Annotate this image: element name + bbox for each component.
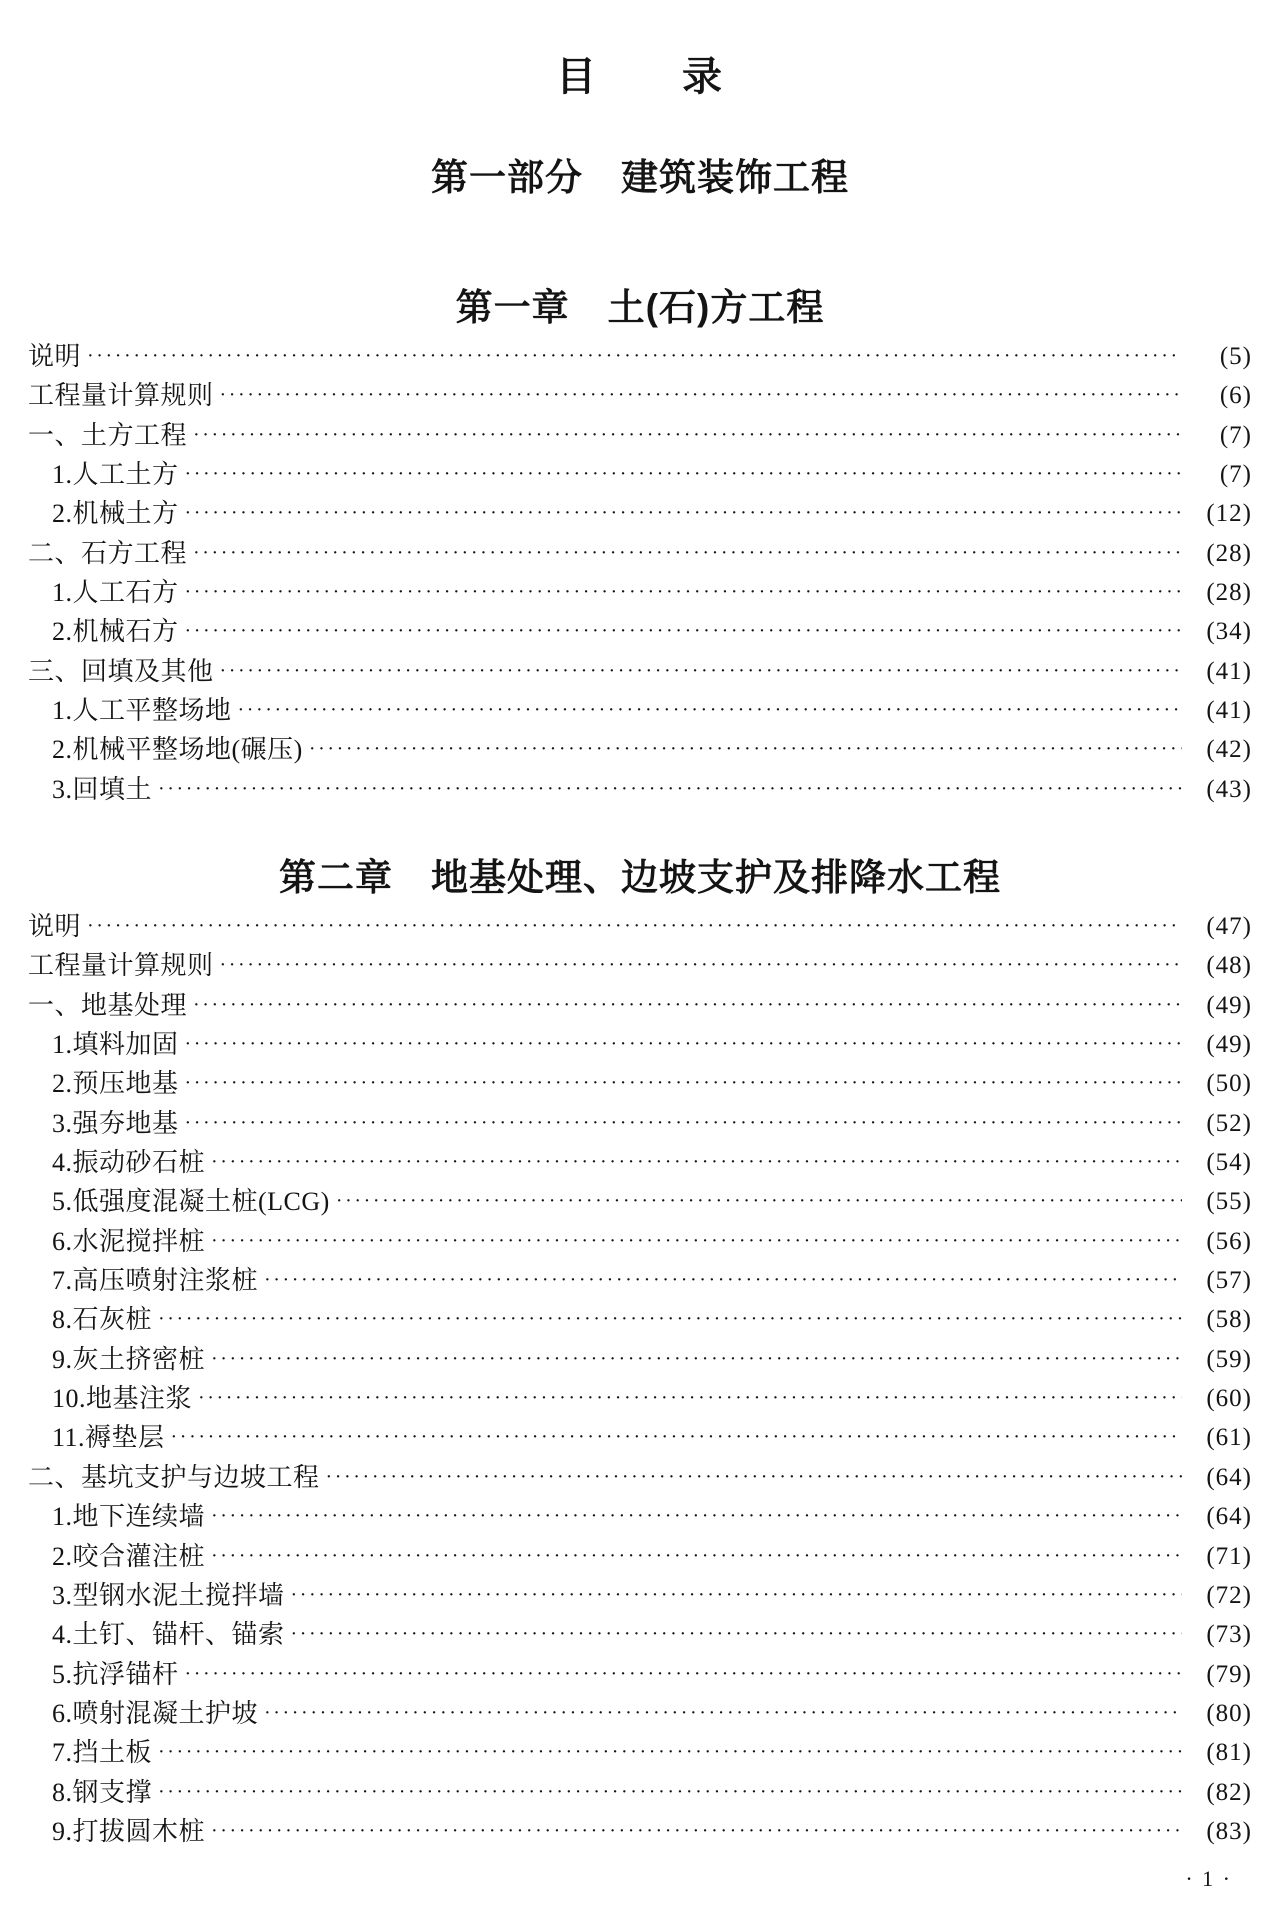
toc-entry-row: [28, 612, 1252, 651]
toc-entry-row: [28, 1143, 1252, 1182]
toc-entry-row: [28, 494, 1252, 533]
toc-entry-label: 3.型钢水泥土搅拌墙: [52, 1580, 285, 1610]
dot-leader: [211, 1340, 1182, 1379]
toc-entry-page-number: (7): [1219, 421, 1252, 449]
toc-entry-row: [28, 455, 1252, 494]
chapter2-heading: 第二章 地基处理、边坡支护及排降水工程: [279, 857, 1001, 898]
dot-leader: [193, 416, 1182, 455]
toc-entry-label: 2.预压地基: [52, 1069, 179, 1099]
toc-entry-label: 6.水泥搅拌桩: [52, 1226, 206, 1256]
toc-entry-row: [28, 1497, 1252, 1536]
toc-entry-page-number: (79): [1206, 1660, 1252, 1688]
toc-entry-label: 1.人工土方: [52, 460, 179, 490]
toc-entry-label: 5.低强度混凝土桩(LCG): [52, 1187, 330, 1217]
toc-entry-page-number: (41): [1206, 697, 1252, 725]
toc-entry-page-number: (6): [1219, 382, 1252, 410]
toc-entry-page-number: (82): [1206, 1778, 1252, 1806]
toc-entry-page-number: (58): [1206, 1306, 1252, 1334]
toc-entry-page-number: (57): [1206, 1267, 1252, 1295]
toc-entry-row: [28, 907, 1252, 946]
toc-entry-row: [28, 1615, 1252, 1654]
toc-entry-label: 1.人工平整场地: [52, 696, 232, 726]
toc-entry-row: [28, 652, 1252, 691]
toc-entry-row: [28, 1694, 1252, 1733]
toc-entry-label: 10.地基注浆: [52, 1384, 193, 1414]
toc-entry-row: [28, 946, 1252, 985]
toc-entry-row: [28, 1655, 1252, 1694]
toc-entry-label: 1.人工石方: [52, 578, 179, 608]
toc-entry-page-number: (61): [1206, 1424, 1252, 1452]
toc-entry-row: [28, 730, 1252, 769]
toc-entry-row: [28, 1812, 1252, 1851]
toc-entry-label: 7.挡土板: [52, 1738, 153, 1768]
toc-entry-page-number: (54): [1206, 1149, 1252, 1177]
toc-entry-page-number: (28): [1206, 539, 1252, 567]
chapter1-toc-list: [28, 337, 1252, 809]
toc-entry-label: 4.振动砂石桩: [52, 1148, 206, 1178]
dot-leader: [309, 730, 1182, 769]
toc-entry-page-number: (71): [1206, 1542, 1252, 1570]
toc-entry-row: [28, 1733, 1252, 1772]
part1-heading: 第一部分 建筑装饰工程: [431, 157, 849, 198]
toc-entry-row: [28, 534, 1252, 573]
toc-entry-row: [28, 376, 1252, 415]
dot-leader: [291, 1576, 1182, 1615]
toc-entry-row: [28, 1261, 1252, 1300]
toc-entry-page-number: (64): [1206, 1463, 1252, 1491]
toc-entry-page-number: (52): [1206, 1109, 1252, 1137]
toc-entry-page-number: (7): [1219, 461, 1252, 489]
dot-leader: [198, 1379, 1182, 1418]
toc-entry-label: 3.回填土: [52, 774, 153, 804]
dot-leader: [211, 1497, 1182, 1536]
dot-leader: [185, 1655, 1182, 1694]
page-title: 目 录: [556, 55, 724, 99]
toc-entry-page-number: (64): [1206, 1503, 1252, 1531]
dot-leader: [185, 1025, 1182, 1064]
toc-entry-page-number: (34): [1206, 618, 1252, 646]
toc-entry-row: [28, 1576, 1252, 1615]
toc-entry-label: 一、土方工程: [28, 420, 188, 450]
dot-leader: [185, 1104, 1182, 1143]
dot-leader: [326, 1458, 1182, 1497]
toc-entry-label: 1.填料加固: [52, 1030, 179, 1060]
toc-entry-page-number: (73): [1206, 1621, 1252, 1649]
toc-entry-label: 8.钢支撑: [52, 1777, 153, 1807]
toc-entry-label: 二、基坑支护与边坡工程: [28, 1462, 320, 1492]
dot-leader: [185, 494, 1182, 533]
dot-leader: [264, 1694, 1182, 1733]
chapter2-toc-list: [28, 907, 1252, 1851]
toc-entry-label: 三、回填及其他: [28, 656, 214, 686]
toc-entry-page-number: (80): [1206, 1699, 1252, 1727]
toc-entry-label: 说明: [28, 342, 82, 371]
dot-leader: [158, 1733, 1182, 1772]
toc-entry-label: 2.机械石方: [52, 617, 179, 647]
toc-entry-label: 4.土钉、锚杆、锚索: [52, 1620, 285, 1650]
dot-leader: [264, 1261, 1182, 1300]
dot-leader: [211, 1222, 1182, 1261]
toc-entry-page-number: (48): [1206, 952, 1252, 980]
toc-entry-label: 9.打拔圆木桩: [52, 1816, 206, 1846]
toc-entry-page-number: (50): [1206, 1070, 1252, 1098]
toc-entry-page-number: (41): [1206, 657, 1252, 685]
toc-entry-label: 2.机械平整场地(碾压): [52, 735, 303, 765]
toc-entry-page-number: (60): [1206, 1385, 1252, 1413]
toc-entry-row: [28, 1222, 1252, 1261]
dot-leader: [336, 1182, 1182, 1221]
toc-entry-row: [28, 1340, 1252, 1379]
dot-leader: [185, 573, 1182, 612]
toc-entry-row: [28, 1182, 1252, 1221]
toc-entry-page-number: (42): [1206, 736, 1252, 764]
toc-entry-page-number: (47): [1206, 913, 1252, 940]
toc-entry-label: 8.石灰桩: [52, 1305, 153, 1335]
toc-entry-label: 2.机械土方: [52, 499, 179, 529]
dot-leader: [185, 455, 1182, 494]
dot-leader: [211, 1812, 1182, 1851]
toc-entry-label: 工程量计算规则: [28, 951, 214, 981]
toc-entry-row: [28, 1537, 1252, 1576]
toc-entry-label: 11.褥垫层: [52, 1423, 165, 1453]
toc-entry-label: 1.地下连续墙: [52, 1502, 206, 1532]
toc-entry-label: 7.高压喷射注浆桩: [52, 1266, 259, 1296]
dot-leader: [211, 1143, 1182, 1182]
toc-entry-row: [28, 1458, 1252, 1497]
dot-leader: [220, 376, 1182, 415]
toc-entry-label: 6.喷射混凝土护坡: [52, 1698, 259, 1728]
toc-entry-row: [28, 1379, 1252, 1418]
toc-entry-row: [28, 1773, 1252, 1812]
toc-entry-page-number: (28): [1206, 579, 1252, 607]
toc-entry-row: [28, 691, 1252, 730]
toc-entry-page-number: (5): [1219, 343, 1252, 370]
dot-leader: [220, 652, 1182, 691]
toc-entry-row: [28, 1104, 1252, 1143]
dot-leader: [158, 770, 1182, 809]
chapter1-heading: 第一章 土(石)方工程: [455, 287, 825, 328]
dot-leader: [238, 691, 1182, 730]
toc-entry-page-number: (83): [1206, 1817, 1252, 1845]
toc-entry-label: 工程量计算规则: [28, 381, 214, 411]
toc-entry-page-number: (56): [1206, 1227, 1252, 1255]
toc-entry-row: [28, 416, 1252, 455]
toc-entry-row: [28, 573, 1252, 612]
toc-entry-label: 二、石方工程: [28, 538, 188, 568]
toc-entry-page-number: (81): [1206, 1739, 1252, 1767]
toc-entry-page-number: (72): [1206, 1581, 1252, 1609]
toc-entry-row: [28, 1418, 1252, 1457]
dot-leader: [220, 946, 1182, 985]
toc-entry-row: [28, 1025, 1252, 1064]
toc-entry-page-number: (55): [1206, 1188, 1252, 1216]
toc-entry-row: [28, 986, 1252, 1025]
dot-leader: [185, 1064, 1182, 1103]
dot-leader: [193, 986, 1182, 1025]
toc-entry-page-number: (49): [1206, 1031, 1252, 1059]
toc-entry-page-number: (12): [1206, 500, 1252, 528]
toc-entry-label: 说明: [28, 912, 82, 941]
dot-leader: [193, 534, 1182, 573]
toc-entry-label: 5.抗浮锚杆: [52, 1659, 179, 1689]
toc-entry-row: [28, 337, 1252, 376]
dot-leader: [87, 907, 1182, 946]
dot-leader: [291, 1615, 1182, 1654]
dot-leader: [211, 1537, 1182, 1576]
dot-leader: [185, 612, 1182, 651]
toc-entry-row: [28, 1064, 1252, 1103]
dot-leader: [87, 337, 1182, 376]
dot-leader: [158, 1773, 1182, 1812]
toc-entry-label: 一、地基处理: [28, 990, 188, 1020]
toc-entry-page-number: (43): [1206, 775, 1252, 803]
toc-entry-label: 3.强夯地基: [52, 1108, 179, 1138]
toc-entry-row: [28, 770, 1252, 809]
toc-entry-row: [28, 1300, 1252, 1339]
footer-page-number: · 1 ·: [1185, 1866, 1232, 1891]
toc-entry-page-number: (49): [1206, 991, 1252, 1019]
toc-entry-label: 2.咬合灌注桩: [52, 1541, 206, 1571]
toc-entry-label: 9.灰土挤密桩: [52, 1344, 206, 1374]
dot-leader: [171, 1418, 1182, 1457]
toc-entry-page-number: (59): [1206, 1345, 1252, 1373]
dot-leader: [158, 1300, 1182, 1339]
